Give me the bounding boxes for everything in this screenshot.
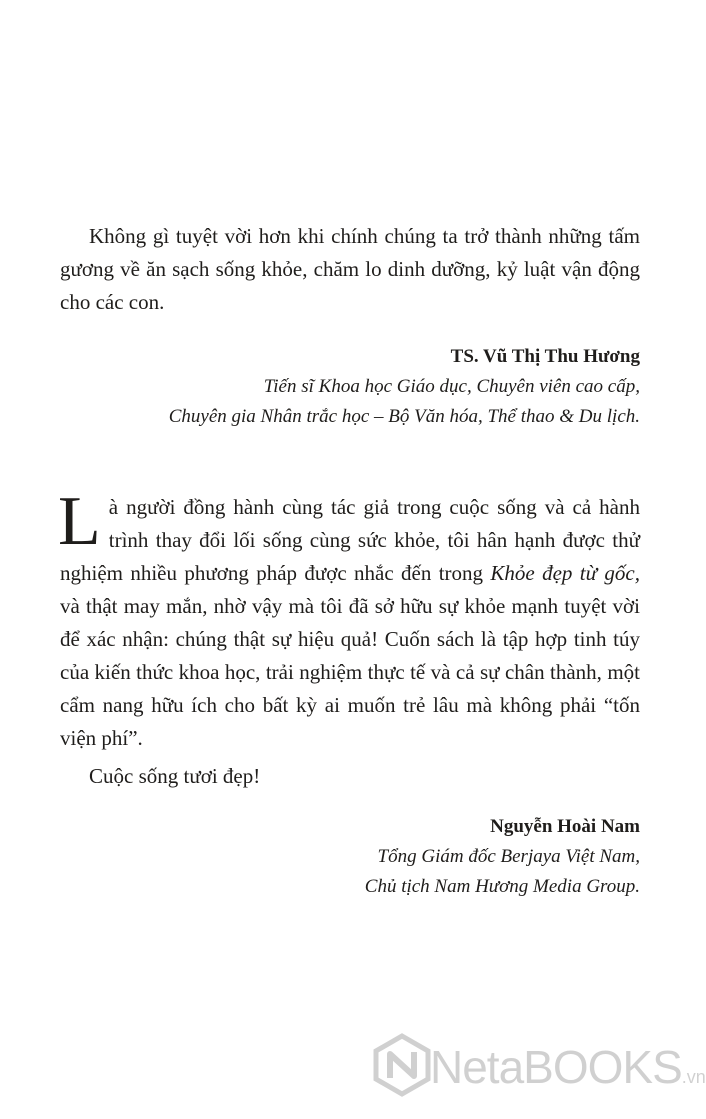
book-title: Khỏe đẹp từ gốc, [490,561,640,585]
paragraph-3: Cuộc sống tươi đẹp! [89,764,261,788]
signature-block-2 [365,812,640,902]
paragraph-2 [58,483,640,755]
netabooks-watermark [372,1032,706,1102]
signature-role-line-1: Tổng Giám đốc Berjaya Việt Nam, [377,846,640,867]
signature-role-line-2: Chuyên gia Nhân trắc học – Bộ Văn hóa, Thể thao & Du lịch. [168,406,640,427]
signature-block-1 [169,342,640,432]
signature-role-line-2: Chủ tịch Nam Hương Media Group. [364,876,640,897]
paragraph-2-text-b: và thật may mắn, nhờ vậy mà tôi đã sở hữu sự khỏe mạnh tuyệt vời để xác nhận: chúng thật sự hiệu quả! Cuốn sách là tập hợp tinh túy của kiến thức khoa học, trải nghiệm thực tế và cả sự chân thành, một cẩm nang hữu ích cho bất kỳ ai muốn trẻ lâu mà không phải “tốn viện phí”. [60,594,640,750]
signature-role-line-1: Tiến sĩ Khoa học Giáo dục, Chuyên viên cao cấp, [263,376,640,397]
drop-cap: L [58,483,101,560]
watermark-suffix: .vn [681,1067,706,1087]
signature-name: TS. Vũ Thị Thu Hương [450,346,640,367]
signature-name: Nguyễn Hoài Nam [490,816,640,837]
paragraph-1: Không gì tuyệt vời hơn khi chính chúng ta trở thành những tấm gương về ăn sạch sống khỏe, chăm lo dinh dưỡng, kỷ luật vận động cho các con. [60,224,640,314]
paragraph-2-text-a: à người đồng hành cùng tác giả trong cuộc sống và cả hành trình thay đổi lối sống cùng sức khỏe, tôi hân hạnh được thử nghiệm nhiều phương pháp được nhắc đến trong [60,495,640,585]
netabooks-logo-icon [372,1034,432,1096]
watermark-brand: NetaBOOKS [430,1041,682,1093]
watermark-text [430,1040,706,1094]
